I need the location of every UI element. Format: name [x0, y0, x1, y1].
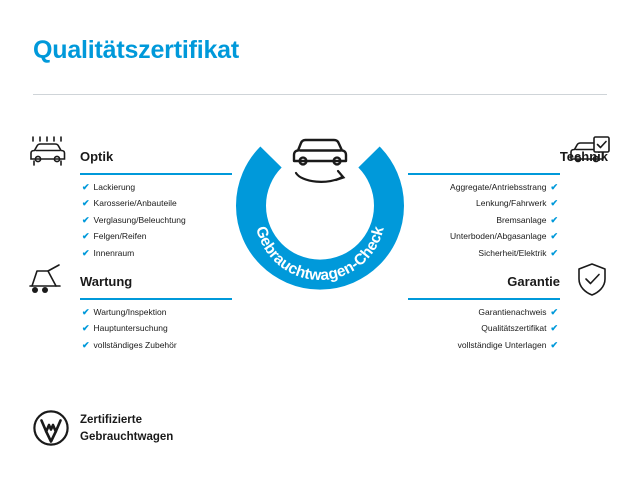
- list-item: [360, 304, 558, 320]
- section-heading-technik: Technik: [559, 149, 608, 164]
- list-item-label: vollständige Unterlagen: [457, 339, 547, 350]
- check-icon: ✔: [550, 214, 558, 225]
- list-item: [82, 212, 186, 228]
- checklist-wartung: [82, 304, 177, 353]
- section-heading-wartung: Wartung: [80, 274, 133, 289]
- checklist-garantie: [360, 304, 558, 353]
- check-icon: ✔: [82, 231, 90, 242]
- check-icon: ✔: [82, 307, 90, 317]
- section-rule-technik: [408, 173, 560, 175]
- shield-check-icon: [576, 262, 610, 303]
- list-item: [82, 320, 177, 336]
- check-icon: ✔: [550, 247, 558, 258]
- vw-logo-icon: [33, 410, 69, 451]
- list-item-label: Wartung/Inspektion: [93, 307, 167, 317]
- badge-arc-label: Gebrauchtwagen-Check: [252, 224, 388, 285]
- check-icon: ✔: [550, 182, 558, 192]
- check-icon: ✔: [82, 198, 90, 209]
- list-item-label: Lenkung/Fahrwerk: [476, 198, 547, 209]
- section-heading-optik: Optik: [80, 149, 114, 164]
- list-item-label: Aggregate/Antriebsstrang: [450, 182, 547, 192]
- list-item: [82, 337, 177, 353]
- footer-line-2: Gebrauchtwagen: [80, 431, 174, 443]
- list-item: [82, 179, 186, 195]
- list-item: [82, 304, 177, 320]
- list-item-label: Felgen/Reifen: [93, 231, 147, 242]
- list-item-label: Sicherheit/Elektrik: [478, 247, 547, 258]
- list-item-label: Verglasung/Beleuchtung: [93, 214, 186, 225]
- check-icon: ✔: [82, 214, 90, 225]
- section-heading-garantie: Garantie: [507, 274, 560, 289]
- list-item-label: Karosserie/Anbauteile: [93, 198, 177, 209]
- check-icon: ✔: [550, 339, 558, 350]
- check-icon: ✔: [82, 339, 90, 350]
- list-item-label: Lackierung: [93, 182, 136, 192]
- list-item: [82, 228, 186, 244]
- page-title: Qualitätszertifikat: [33, 36, 239, 64]
- title-divider: [33, 94, 607, 95]
- checklist-optik: [82, 179, 186, 261]
- list-item-label: Garantienachweis: [478, 307, 547, 317]
- badge-center-label: 360°: [285, 199, 355, 236]
- list-item: [360, 320, 558, 336]
- car-wash-icon: [28, 135, 70, 174]
- list-item-label: Qualitätszertifikat: [481, 323, 547, 334]
- check-icon: ✔: [550, 323, 558, 334]
- list-item-label: Unterboden/Abgasanlage: [450, 231, 547, 242]
- check-icon: ✔: [82, 247, 90, 258]
- list-item: [360, 337, 558, 353]
- section-rule-garantie: [408, 298, 560, 300]
- section-rule-wartung: [80, 298, 232, 300]
- badge-360-gebrauchtwagen-check: [232, 119, 408, 295]
- check-icon: ✔: [82, 182, 90, 192]
- check-icon: ✔: [550, 307, 558, 317]
- check-icon: ✔: [82, 323, 90, 334]
- list-item: [82, 195, 186, 211]
- footer-brand-text: [80, 412, 173, 446]
- check-icon: ✔: [550, 231, 558, 242]
- list-item-label: Innenraum: [93, 247, 135, 258]
- list-item-label: Hauptuntersuchung: [93, 323, 168, 334]
- list-item-label: vollständiges Zubehör: [93, 339, 177, 350]
- footer-line-1: Zertifizierte: [80, 414, 142, 426]
- service-cart-icon: [28, 262, 70, 301]
- section-rule-optik: [80, 173, 232, 175]
- check-icon: ✔: [550, 198, 558, 209]
- list-item-label: Bremsanlage: [496, 214, 547, 225]
- list-item: [82, 245, 186, 261]
